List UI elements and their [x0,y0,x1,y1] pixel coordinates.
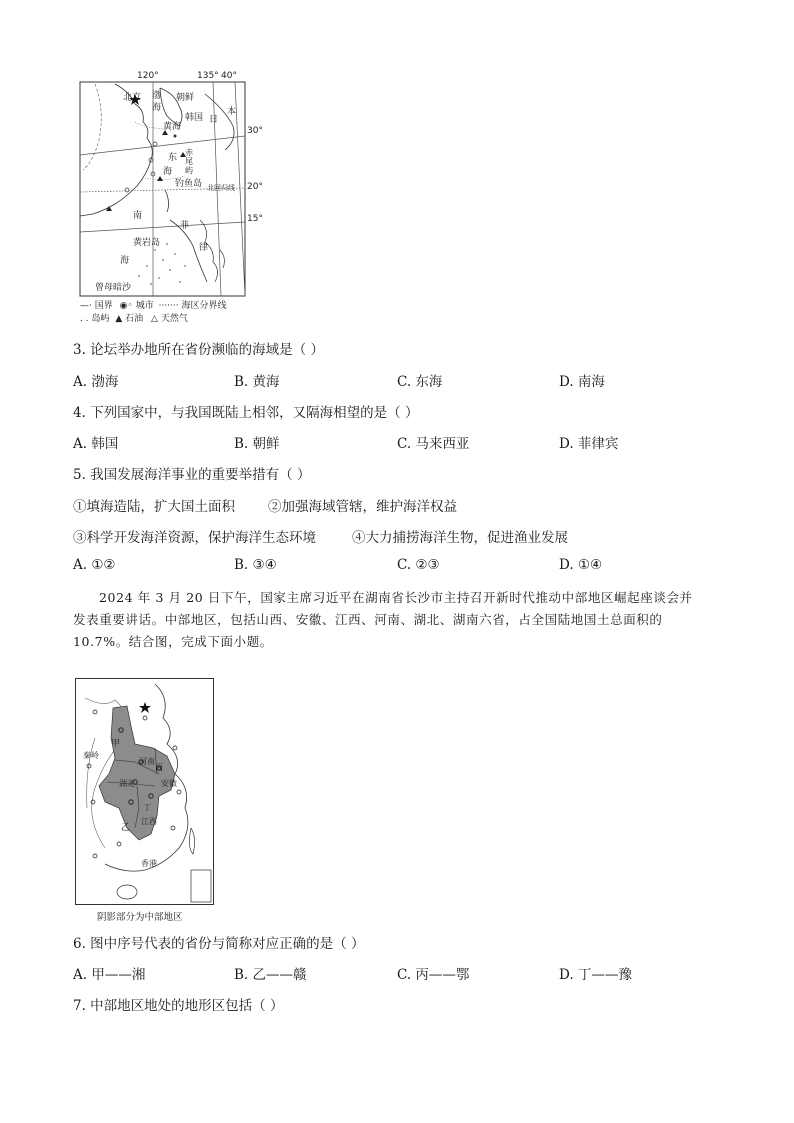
label-tropic: 北回归线 [207,184,235,192]
central-region-map-figure [75,678,215,923]
map2-label-xianggang: 香港 [141,859,157,868]
map2-label-hubei: 湖北 [119,779,135,788]
question-5-option-d[interactable]: D. ①④ [559,557,603,573]
question-5-option-a[interactable]: A. ①② [73,557,116,573]
question-3-option-b[interactable]: B. 黄海 [234,374,280,390]
question-6-option-c[interactable]: C. 丙——鄂 [397,967,470,983]
legend-city-icon: ◉◦ [119,301,133,311]
question-5-option-c[interactable]: C. ②③ [397,557,440,573]
question-4-option-a[interactable]: A. 韩国 [73,436,119,452]
label-south-sea-hai: 海 [120,256,130,266]
question-7-stem: 7. 中部地区地处的地形区包括（ ） [73,998,284,1014]
label-yellow-sea: 黄海 [163,122,182,132]
label-south-sea-nan: 南 [133,211,143,221]
label-japan-ri: 日 [209,115,219,125]
label-korea-north: 朝鲜 [176,93,195,103]
label-bohai-2: 海 [152,103,162,113]
lon-label-40: 40° [221,71,237,81]
lon-label-120: 120° [137,71,159,81]
label-korea-south: 韩国 [185,113,204,123]
question-4-option-d[interactable]: D. 菲律宾 [559,436,619,452]
passage-line-1: 2024 年 3 月 20 日下午，国家主席习近平在湖南省长沙市主持召开新时代推动中部地区崛起座谈会并 [99,590,693,605]
lat-label-30: 30° [247,126,263,136]
map2-label-jia: 甲 [111,739,121,749]
map2-caption: 阴影部分为中部地区 [97,912,183,923]
question-6-option-a[interactable]: A. 甲——湘 [73,967,146,983]
question-6-stem: 6. 图中序号代表的省份与简称对应正确的是（ ） [73,936,365,952]
label-east-sea-dong: 东 [168,153,178,163]
lat-label-15: 15° [247,214,263,224]
legend-oil: 石油 [125,314,144,324]
question-4-option-b[interactable]: B. 朝鲜 [234,436,280,452]
label-beijing: 北京 [123,93,142,103]
map2-label-qinling: 秦岭 [83,751,99,760]
legend-border-line-icon: —· [80,301,92,311]
question-5-statement-3: ③科学开发海洋资源，保护海洋生态环境 [73,530,316,546]
label-chiwei: 赤尾屿 [185,148,193,175]
map2-label-jiangxi: 江西 [141,817,157,826]
label-japan-ben: 本 [227,107,237,117]
label-zengmu: 曾母暗沙 [95,283,132,293]
legend-gas: 天然气 [160,314,188,324]
question-5-stem: 5. 我国发展海洋事业的重要举措有（ ） [73,467,311,483]
map2-label-henan: 河南 [139,757,155,766]
lat-label-20: 20° [247,182,263,192]
question-5-statement-2: ②加强海域管辖，维护海洋权益 [268,499,457,515]
legend-island-icon: . . [80,314,89,324]
passage-line-3: 10.7%。结合图，完成下面小题。 [73,634,273,649]
legend-sea-boundary-icon: ······· [158,301,179,311]
passage-line-2: 发表重要讲话。中部地区，包括山西、安徽、江西、河南、湖北、湖南六省，占全国陆地国土总面积的 [73,612,663,627]
question-4-option-c[interactable]: C. 马来西亚 [397,436,470,452]
question-5-statement-4: ④大力捕捞海洋生物，促进渔业发展 [352,530,568,546]
legend-island: 岛屿 [91,314,110,324]
question-6-option-d[interactable]: D. 丁——豫 [559,967,632,983]
map2-label-bing: 丙 [155,763,163,772]
map2-label-yi: 乙 [121,823,131,833]
question-3-stem: 3. 论坛举办地所在省份濒临的海域是（ ） [73,342,324,358]
legend-border: 国界 [94,301,113,311]
map2-label-anhui: 安徽 [161,779,177,788]
map-legend [80,298,270,324]
label-bohai: 渤 [152,91,162,101]
question-5-option-b[interactable]: B. ③④ [234,557,277,573]
question-4-stem: 4. 下列国家中，与我国既陆上相邻，又隔海相望的是（ ） [73,405,419,421]
label-diaoyu: 钓鱼岛 [175,179,203,189]
question-3-option-c[interactable]: C. 东海 [397,374,443,390]
lon-label-135: 135° [197,71,219,81]
passage [73,587,713,653]
label-lv: 律 [199,243,209,253]
legend-sea-boundary: 海区分界线 [181,301,227,311]
legend-oil-icon: ▲ [115,314,123,324]
legend-gas-icon: △ [151,314,158,324]
question-5-statement-1: ①填海造陆，扩大国土面积 [73,499,235,515]
question-3-option-a[interactable]: A. 渤海 [73,374,119,390]
sea-map-figure [75,70,275,328]
label-fei: 菲 [180,221,190,231]
label-huangyan: 黄岩岛 [133,238,161,248]
question-6-option-b[interactable]: B. 乙——赣 [234,967,307,983]
legend-city: 城市 [135,301,154,311]
question-3-option-d[interactable]: D. 南海 [559,374,605,390]
central-region-map [75,678,215,906]
map2-label-ding: 丁 [143,803,151,812]
label-east-sea-hai: 海 [163,167,173,177]
